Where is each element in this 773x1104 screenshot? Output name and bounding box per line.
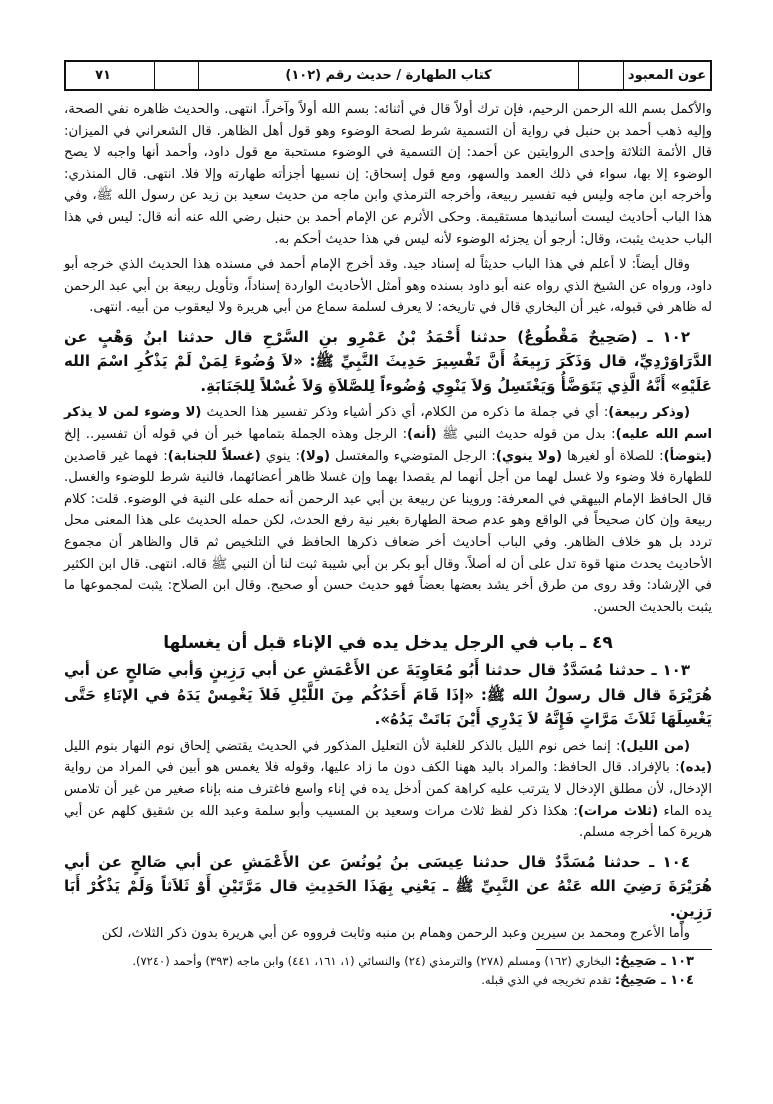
commentary-paragraph: وقال أيضاً: لا أعلم في هذا الباب حديثاً له إسناد جيد. وقد أخرج الإمام أحمد في مسنده هذا الحديث الذي خرجه أبو داود، ورواه عن الشيخ الذي رواه عنه أبو داود بسنده وهو أمثل الأحاديث الواردة إسناداً، وتأويل ربيعة بن أبي عبد الرحمن له ظاهر في قبوله، غير أن البخاري قال في تاريخه: لا يعرف لسلمة سماع من أبي هريرة ولا ليعقوب من أبيه. انتهى.: [64, 257, 712, 316]
commentary-text: : الرجل المتوضيء والمغتسل: [330, 448, 496, 464]
footnote-label: ١٠٣ ـ صَحِيحٌ:: [614, 953, 694, 969]
commentary-paragraph: وأما الأعرج ومحمد بن سيرين وعبد الرحمن وهمام بن منبه وثابت فرووه عن أبي هريرة بدون ذكر الثلاث، لكن: [101, 926, 690, 942]
term-highlight: (يده): [679, 760, 712, 776]
commentary-text: : فهما غير قاصدين للطهارة فلا وضوء ولا غسل لهما من أجل أنهما لم يقصدا بهما وإن غسلا ظاهر أعضائهما، فالنية شرط للوضوء والغسل. قال الحافظ الإمام البيهقي في المعرفة: وروينا عن ربيعة بن أبي عبد الرحمن أنه حمله على النية في الوضوء. قلت: كلام ربيعة وإن كان صحيحاً في الواقع وهو عدم صحة الطهارة بغير نية رفع الحدث، لكن حمله الحديث على هذا المعنى محل تردد بل هو خلاف الظاهر. وفي الباب أحاديث أخر ضعاف ذكرها الحافظ في التلخيص ثم قال والظاهر أن مجموع الأحاديث يحدث منها قوة تدل على أن له أصلاً. وقال أبو بكر بن أبي شيبة ثبت لنا أن النبي ﷺ قاله. انتهى. قال ابن الكثير في الإرشاد: وقد روى من طرق أخر يشد بعضها بعضاً فهو حديث حسن أو صحيح. وقال ابن الصلاح: يثبت لمجموعها ما يثبت بالحديث الحسن.: [64, 448, 712, 615]
term-highlight: (ولا): [299, 448, 331, 464]
term-highlight: (ولا ينوي): [495, 448, 562, 464]
term-highlight: (غسلاً للجنابة): [167, 448, 261, 464]
footnote-104: [64, 971, 694, 991]
term-highlight: (أنه): [407, 427, 437, 443]
commentary-paragraph-rabiah: [64, 402, 712, 618]
page-header: [64, 60, 712, 91]
commentary-paragraph: والأكمل بسم الله الرحمن الرحيم، فإن ترك أولاً قال في أثنائه: بسم الله أولاً وآخراً. انتهى. والحديث ظاهره نفي الصحة، وإليه ذهب أحمد بن حنبل في رواية أن التسمية شرط لصحة الوضوء وهو قول أهل الظاهر. قال الشعراني في الميزان: قال الأئمة الثلاثة وإحدى الروايتين عن أحمد: إن التسمية في الوضوء مستحبة مع قول داود، وأحمد أنها واجبه لا يصح الوضوء إلا بها، سواء في ذلك العمد والسهو، ومع قول إسحاق: إن نسيها أجزأته طهارته وإلا فلا. انتهى. قال المنذري: وأخرجه ابن ماجه وليس فيه تفسير ربيعة، وأخرجه الترمذي وابن ماجه من حديث سعيد بن زيد عن رسول الله ﷺ، وفي هذا الباب أحاديث ليست أسانيدها مستقيمة. وحكى الأثرم عن الإمام أحمد بن حنبل رضي الله عنه أنه قال: ليس في هذا الباب حديث يثبت، وقال: أرجو أن يجزئه الوضوء لأنه ليس في هذا حديث أحكم به.: [64, 102, 712, 247]
footnotes: [64, 952, 712, 991]
commentary-text: : للصلاة أو لغيرها: [561, 448, 664, 464]
commentary-text: : بدل من قوله حديث النبي ﷺ: [436, 427, 616, 443]
commentary-text: : هكذا ذكر لفظ ثلاث مرات وسعيد بن المسيب وأبو سلمة وعبد الله بن شقيق كلهم عن أبي هريرة كما أخرجه مسلم.: [64, 803, 712, 841]
term-highlight: (يتوضأ): [663, 448, 712, 464]
term-highlight: (من الليل): [620, 738, 691, 754]
header-spacer-left: [154, 62, 198, 89]
book-page: [64, 60, 712, 991]
commentary-text: : ينوي: [260, 448, 300, 464]
hadith-103: ١٠٣ ـ حدثنا مُسَدَّدٌ قال حدثنا أَبُو مُعَاوِيَةَ عن الأَعْمَشِ عن أبي رَزِينٍ وَأبي صَالحٍ عن أبي هُرَيْرَةَ قال قال رسولُ الله ﷺ: «إذَا قَامَ أَحَدُكُم مِنَ اللَّيْلِ فَلاَ يَغْمِسْ يَدَهُ في الإنَاءِ حَتَّى يَغْسِلَهَا ثَلاَثَ مَرَّاتٍ فَإِنَّهُ لاَ يَدْرِي أَيْنَ بَاتَتْ يَدُهُ».: [64, 661, 712, 729]
term-highlight: (ثلاث مرات): [577, 803, 659, 819]
book-name: عون المعبود: [623, 62, 710, 89]
chapter-header-title: كتاب الطهارة / حديث رقم (١٠٢): [198, 62, 578, 89]
hadith-102: ١٠٢ ـ (صَحِيحٌ مَقْطُوعٌ) حدثنا أَحْمَدُ بْنُ عَمْرِو بنِ السَّرْحِ قال حدثنا ابنُ وَهْبٍ عن الدَّرَاوَرْدِيِّ، قال وَذَكَرَ رَبِيعَةُ أَنَّ تَفْسِيرَ حَدِيثَ النَّبِيِّ ﷺ: «لاَ وُضُوءَ لِمَنْ لَمْ يَذْكُرِ اسْمَ الله عَلَيْهِ» أَنَّهُ الَّذِي يَتَوَضَّأُ وَيَغْتَسِلُ وَلاَ يَنْوِي وُضُوءاً لِلصَّلاَةِ وَلاَ غُسْلاً لِلجَنَابَةِ.: [64, 327, 712, 395]
chapter-heading: ٤٩ ـ باب في الرجل يدخل يده في الإناء قبل أن يغسلها: [163, 633, 613, 654]
page-number: ٧١: [95, 68, 111, 83]
hadith-104: ١٠٤ ـ حدثنا مُسَدَّدٌ قال حدثنا عِيسَى بنُ يُونُسَ عن الأَعْمَشِ عن أبي صَالحٍ عن أبي هُرَيْرَةَ رَضِيَ الله عَنْهُ عن النَّبِيِّ ﷺ ـ يَعْنِي بِهَذَا الحَدِيثِ قال مَرَّتَيْنِ أَوْ ثَلاَثاً وَلَمْ يَذْكُرْ أَبَا رَزِينٍ.: [64, 852, 712, 920]
page-body: [64, 99, 712, 991]
footnote-separator: [536, 949, 712, 950]
footnote-text: البخاري (١٦٢) ومسلم (٢٧٨) والترمذي (٢٤) والنسائي (١، ١٦١، ٤٤١) وابن ماجه (٣٩٣) وأحمد (٧٢٤٠).: [132, 953, 615, 968]
commentary-text: : إنما خص نوم الليل بالذكر للغلبة لأن التعليل المذكور في الحديث يقتضي إلحاق نوم النهار بنوم الليل: [64, 738, 621, 754]
commentary-text: : أي في جملة ما ذكره من الكلام، أي ذكر أشياء وذكر تفسير هذا الحديث: [201, 405, 609, 421]
commentary-text: : بالإفراد. قال الحافظ: والمراد باليد ههنا الكف دون ما زاد عليها، وقوله فلا يغمس هو أبين في المراد من رواية الإدخال، لأن مطلق الإدخال لا يترتب عليه كراهة كمن أدخل يده في إناء واسع فاغترف منه بإناء صغير من غير أن تلامس يده الماء: [64, 760, 712, 819]
term-highlight: (وذكر ربيعة): [608, 405, 690, 421]
commentary-paragraph-night: [64, 736, 712, 844]
footnote-label: ١٠٤ ـ صَحِيحٌ:: [614, 973, 694, 989]
term-highlight: (لا وضوء لمن لا يذكر اسم الله عليه): [64, 405, 712, 443]
footnote-text: تقدم تخريجه في الذي قبله.: [481, 973, 615, 988]
header-spacer-right: [578, 62, 623, 89]
commentary-text: : الرجل وهذه الجملة بتمامها خبر أن في قوله أن تفسير.. إلخ: [64, 427, 408, 443]
footnote-103: [64, 952, 694, 972]
